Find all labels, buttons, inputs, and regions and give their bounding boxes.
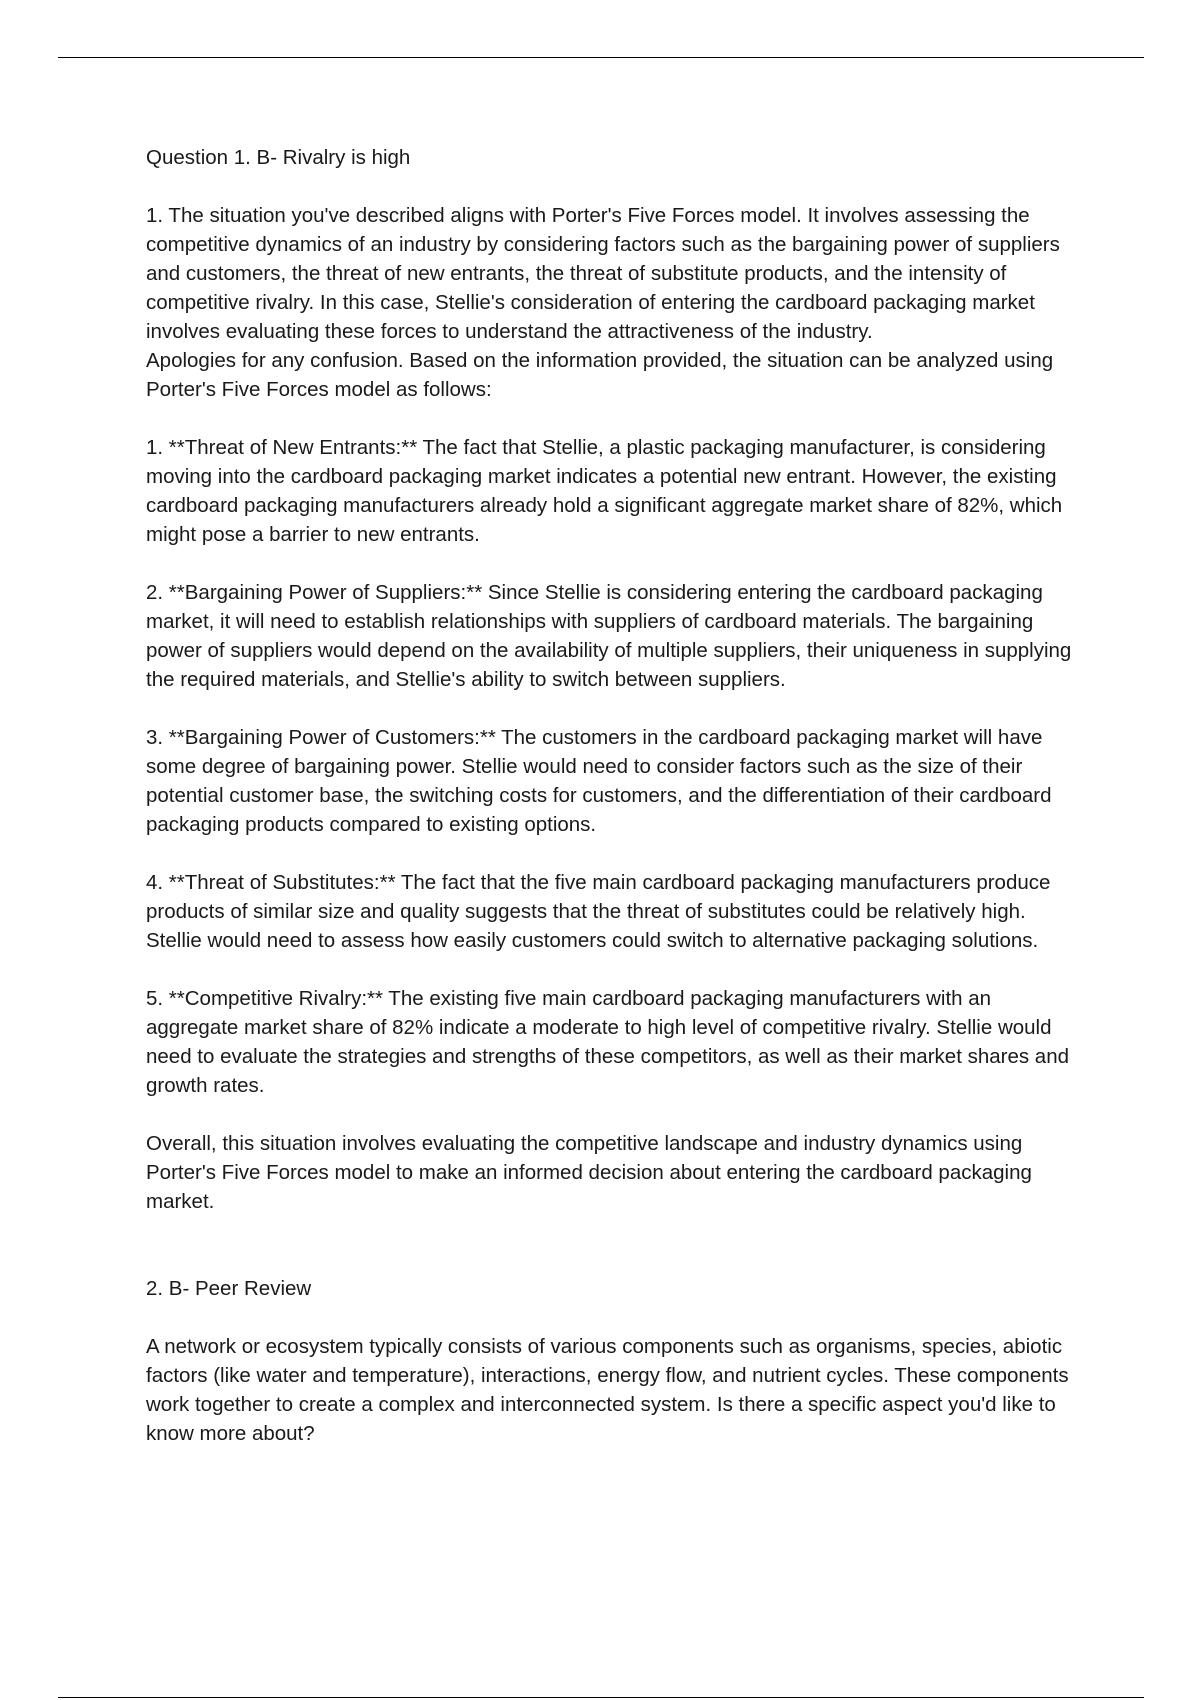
question-2-body: A network or ecosystem typically consists of various components such as organisms, species, abiotic factors (like water and temperature), interactions, energy flow, and nutrient cycles. These components work together to create a complex and interconnected system. Is there a specific aspect you'd like to know more about? <box>146 1335 1069 1445</box>
question-1-heading: Question 1. B- Rivalry is high <box>146 146 411 169</box>
force-bargaining-power-of-suppliers: 2. **Bargaining Power of Suppliers:** Since Stellie is considering entering the cardboard packaging market, it will need to establish relationships with suppliers of cardboard materials. The bargaining power of suppliers would depend on the availability of multiple suppliers, their uniqueness in supplying the required materials, and Stellie's ability to switch between suppliers. <box>146 581 1072 691</box>
question-1-apology-paragraph: Apologies for any confusion. Based on the information provided, the situation can be analyzed using Porter's Five Forces model as follows: <box>146 349 1054 401</box>
force-threat-of-new-entrants: 1. **Threat of New Entrants:** The fact that Stellie, a plastic packaging manufacturer, is considering moving into the cardboard packaging market indicates a potential new entrant. However, the existing cardboard packaging manufacturers already hold a significant aggregate market share of 82%, which might pose a barrier to new entrants. <box>146 436 1063 546</box>
force-threat-of-substitutes: 4. **Threat of Substitutes:** The fact that the five main cardboard packaging manufacturers produce products of similar size and quality suggests that the threat of substitutes could be relatively high. Stellie would need to assess how easily customers could switch to alternative packaging solutions. <box>146 871 1051 952</box>
question-1-conclusion: Overall, this situation involves evaluating the competitive landscape and industry dynamics using Porter's Five Forces model to make an informed decision about entering the cardboard packaging market. <box>146 1132 1032 1213</box>
bottom-rule <box>58 1697 1144 1698</box>
top-rule <box>58 57 1144 58</box>
question-1-intro-paragraph: 1. The situation you've described aligns with Porter's Five Forces model. It involves assessing the competitive dynamics of an industry by considering factors such as the bargaining power of suppliers and customers, the threat of new entrants, the threat of substitute products, and the intensity of competitive rivalry. In this case, Stellie's consideration of entering the cardboard packaging market involves evaluating these forces to understand the attractiveness of the industry. <box>146 204 1060 343</box>
force-competitive-rivalry: 5. **Competitive Rivalry:** The existing five main cardboard packaging manufacturers with an aggregate market share of 82% indicate a moderate to high level of competitive rivalry. Stellie would need to evaluate the strategies and strengths of these competitors, as well as their market shares and growth rates. <box>146 987 1070 1097</box>
force-bargaining-power-of-customers: 3. **Bargaining Power of Customers:** The customers in the cardboard packaging market will have some degree of bargaining power. Stellie would need to consider factors such as the size of their potential customer base, the switching costs for customers, and the differentiation of their cardboard packaging products compared to existing options. <box>146 726 1052 836</box>
document-body <box>146 143 1076 1448</box>
question-2-heading: 2. B- Peer Review <box>146 1277 312 1300</box>
